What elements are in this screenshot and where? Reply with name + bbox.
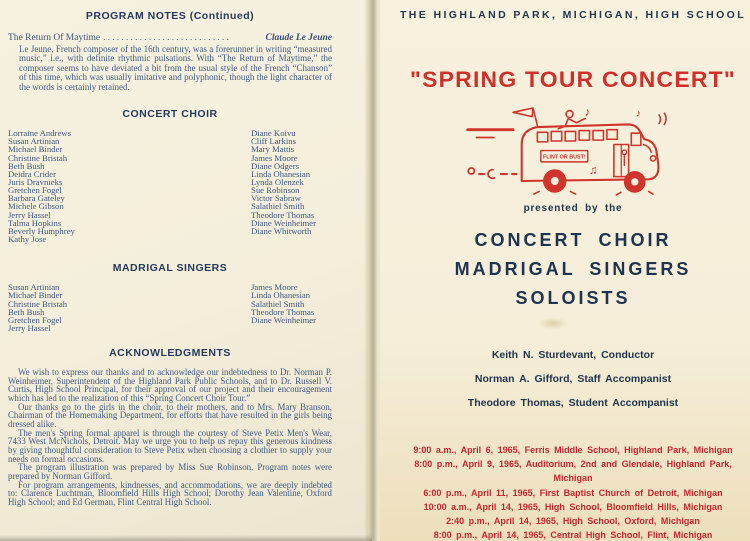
choir-member-name: Beverly Humphrey	[8, 225, 75, 236]
choir-member-name: Linda Ohanesian	[251, 168, 311, 179]
choir-member-name: Mary Mattis	[251, 144, 295, 155]
performing-group-name: MADRIGAL SINGERS	[454, 259, 692, 279]
staff-credit-line: Theodore Thomas, Student Accompanist	[467, 397, 679, 409]
madrigal-member-name: Christine Bristah	[8, 298, 68, 309]
choir-member-name: Salathiel Smith	[251, 201, 305, 212]
performing-group-name: CONCERT CHOIR	[474, 230, 672, 250]
staff-credits	[398, 343, 748, 415]
choir-member-name: Diane Whitworth	[251, 225, 312, 236]
tour-schedule-line: 9:00 a.m., April 6, 1965, Ferris Middle School, Highland Park, Michigan	[413, 445, 733, 455]
exhaust-puff	[468, 168, 474, 174]
choir-member-name: Talma Hopkins	[8, 217, 62, 228]
choir-member-name: Diane Odgers	[251, 160, 300, 171]
madrigal-member-name: Susan Artinian	[8, 282, 60, 293]
choir-member-name: Diane Weinheimer	[251, 217, 316, 228]
madrigal-member-name: James Moore	[251, 282, 298, 293]
choir-member-name: Cliff Larkins	[251, 136, 296, 147]
choir-member-name: Lynda Olenzek	[251, 176, 304, 187]
scan-edge-shadow	[0, 535, 372, 541]
madrigal-member-name: Theodore Thomas	[251, 306, 315, 317]
concert-choir-roster	[8, 129, 332, 243]
madrigal-member-name: Michael Binder	[8, 290, 63, 301]
performing-group-name: SOLOISTS	[515, 288, 631, 308]
staff-credit-line: Norman A. Gifford, Staff Accompanist	[474, 373, 672, 385]
madrigal-singers-title: MADRIGAL SINGERS	[112, 262, 228, 275]
madrigal-column-right	[251, 283, 332, 332]
paper-smudge	[538, 318, 568, 329]
concert-choir-column-left	[8, 129, 251, 243]
acknowledgments-title: ACKNOWLEDGMENTS	[109, 347, 231, 360]
bus-banner-text: FLINT OR BUST!	[542, 154, 586, 161]
choir-member-name: Diane Koivu	[251, 128, 296, 139]
acknowledgments-paragraph: For program arrangements, kindnesses, and accommodations, we are deeply indebted to: Clarence Luchtman, Bloomfield Hills High School; Dorothy Jean Valentine, Oxford High School; and Ed German, Flint Central High School.	[8, 479, 332, 507]
madrigal-member-name: Linda Ohanesian	[251, 290, 311, 301]
choir-member-name: Jerry Hassel	[8, 209, 51, 220]
madrigal-column-left	[8, 283, 251, 332]
choir-member-name: Sue Robinson	[251, 185, 300, 196]
roof-figure	[566, 111, 573, 118]
tour-schedule-line: 2:40 p.m., April 14, 1965, High School, Oxford, Michigan	[446, 516, 700, 527]
acknowledgments-paragraph: Our thanks go to the girls in the choir, to their mothers, and to Mrs. Mary Branson, Chairman of the Homemaking Department, for efforts that have resulted in the girls being dressed alike.	[8, 401, 332, 430]
concert-title: "SPRING TOUR CONCERT"	[410, 67, 736, 92]
madrigal-member-name: Salathiel Smith	[251, 298, 305, 309]
tour-schedule-line: 10:00 a.m., April 14, 1965, High School, Bloomfield Hills, Michigan	[423, 501, 723, 512]
choir-member-name: James Moore	[251, 152, 298, 163]
concert-choir-column-right	[251, 129, 332, 243]
music-note-icon: ♫	[588, 163, 598, 178]
leader-dots: ............................	[103, 33, 232, 43]
madrigal-member-name: Gretchen Fogel	[8, 314, 62, 325]
tour-schedule	[398, 443, 748, 541]
madrigal-member-name: Diane Weinheimer	[251, 314, 316, 325]
piece-composer: Claude Le Jeune	[265, 33, 332, 43]
choir-member-name: Michele Gibson	[8, 201, 64, 212]
tour-schedule-line: 6:00 p.m., April 11, 1965, First Baptist Church of Detroit, Michigan	[423, 487, 723, 498]
acknowledgments-paragraph: The men's Spring formal apparel is through the courtesy of Steve Petix Men's Wear, 7433 West McNichols, Detroit. May we urge you to help us repay this generous kindness by giving thoughtful consideration to Steve Petix when choosing a clothier to supply your needs on formal occasions.	[8, 427, 332, 464]
choir-member-name: Deidra Crider	[8, 168, 57, 179]
left-page	[0, 0, 368, 541]
choir-member-name: Juris Dravnieks	[8, 176, 63, 187]
acknowledgments-paragraph: We wish to express our thanks and to acknowledge our indebtedness to Dr. Norman P. Weinheimer, Superintendent of the Highland Park Public Schools, and to Dr. Russell V. Curtis, High School Principal, for their approval of our project and their encouragement which has led to the realization of this “Spring Concert Choir Tour.”	[8, 367, 332, 404]
acknowledgments-body	[8, 368, 332, 507]
music-note-icon: ♪	[584, 104, 591, 119]
concert-choir-title: CONCERT CHOIR	[122, 108, 218, 121]
staff-credit-line: Keith N. Sturdevant, Conductor	[491, 349, 655, 361]
music-note-icon: ♪	[635, 108, 641, 120]
headlight	[650, 156, 655, 161]
choir-member-name: Susan Artinian	[8, 136, 60, 147]
piece-title: The Return Of Maytime	[8, 33, 101, 43]
madrigal-member-name: Beth Bush	[8, 306, 45, 317]
madrigal-member-name: Jerry Hassel	[8, 323, 51, 333]
choir-member-name: Beth Bush	[8, 160, 45, 171]
piece-entry	[8, 33, 332, 43]
right-page-cover	[380, 0, 750, 541]
choir-member-name: Barbara Gateley	[8, 193, 65, 204]
program-notes-title: PROGRAM NOTES (Continued)	[85, 10, 255, 22]
choir-member-name: Christine Bristah	[8, 152, 68, 163]
choir-member-name: Theodore Thomas	[251, 209, 315, 220]
presented-by-line: presented by the	[523, 203, 623, 214]
choir-member-name: Victor Sabraw	[251, 193, 301, 204]
choir-member-name: Lorraine Andrews	[8, 128, 71, 139]
choir-member-name: Michael Binder	[8, 144, 63, 155]
performing-groups	[398, 226, 748, 313]
tour-bus-illustration	[398, 101, 748, 201]
pennant-flag	[513, 108, 537, 125]
choir-member-name: Kathy Jose	[8, 234, 47, 245]
acknowledgments-paragraph: The program illustration was prepared by Miss Sue Robinson. Program notes were prepared by Norman Gifford.	[8, 462, 332, 482]
madrigal-singers-roster	[8, 283, 332, 332]
tour-schedule-line: 8:00 p.m., April 14, 1965, Central High School, Flint, Michigan	[433, 530, 713, 541]
choir-member-name: Gretchen Fogel	[8, 185, 62, 196]
program-notes-body: Le Jeune, French composer of the 16th century, was a forerunner in writing “measured music,” i.e., with definite rhythmic pulsations. With “The Return of Maytime,” the composer seems to have deviated a bit from the usual style of the French “Chanson” of this time, which was usually imitative and polyphonic, though the light character of the words is certainly retained.	[19, 44, 332, 92]
school-name: THE HIGHLAND PARK, MICHIGAN, HIGH SCHOOL	[399, 9, 747, 21]
tour-schedule-line: 8:00 p.m., April 9, 1965, Auditorium, 2nd and Glendale, Highland Park, Michigan	[414, 459, 732, 484]
